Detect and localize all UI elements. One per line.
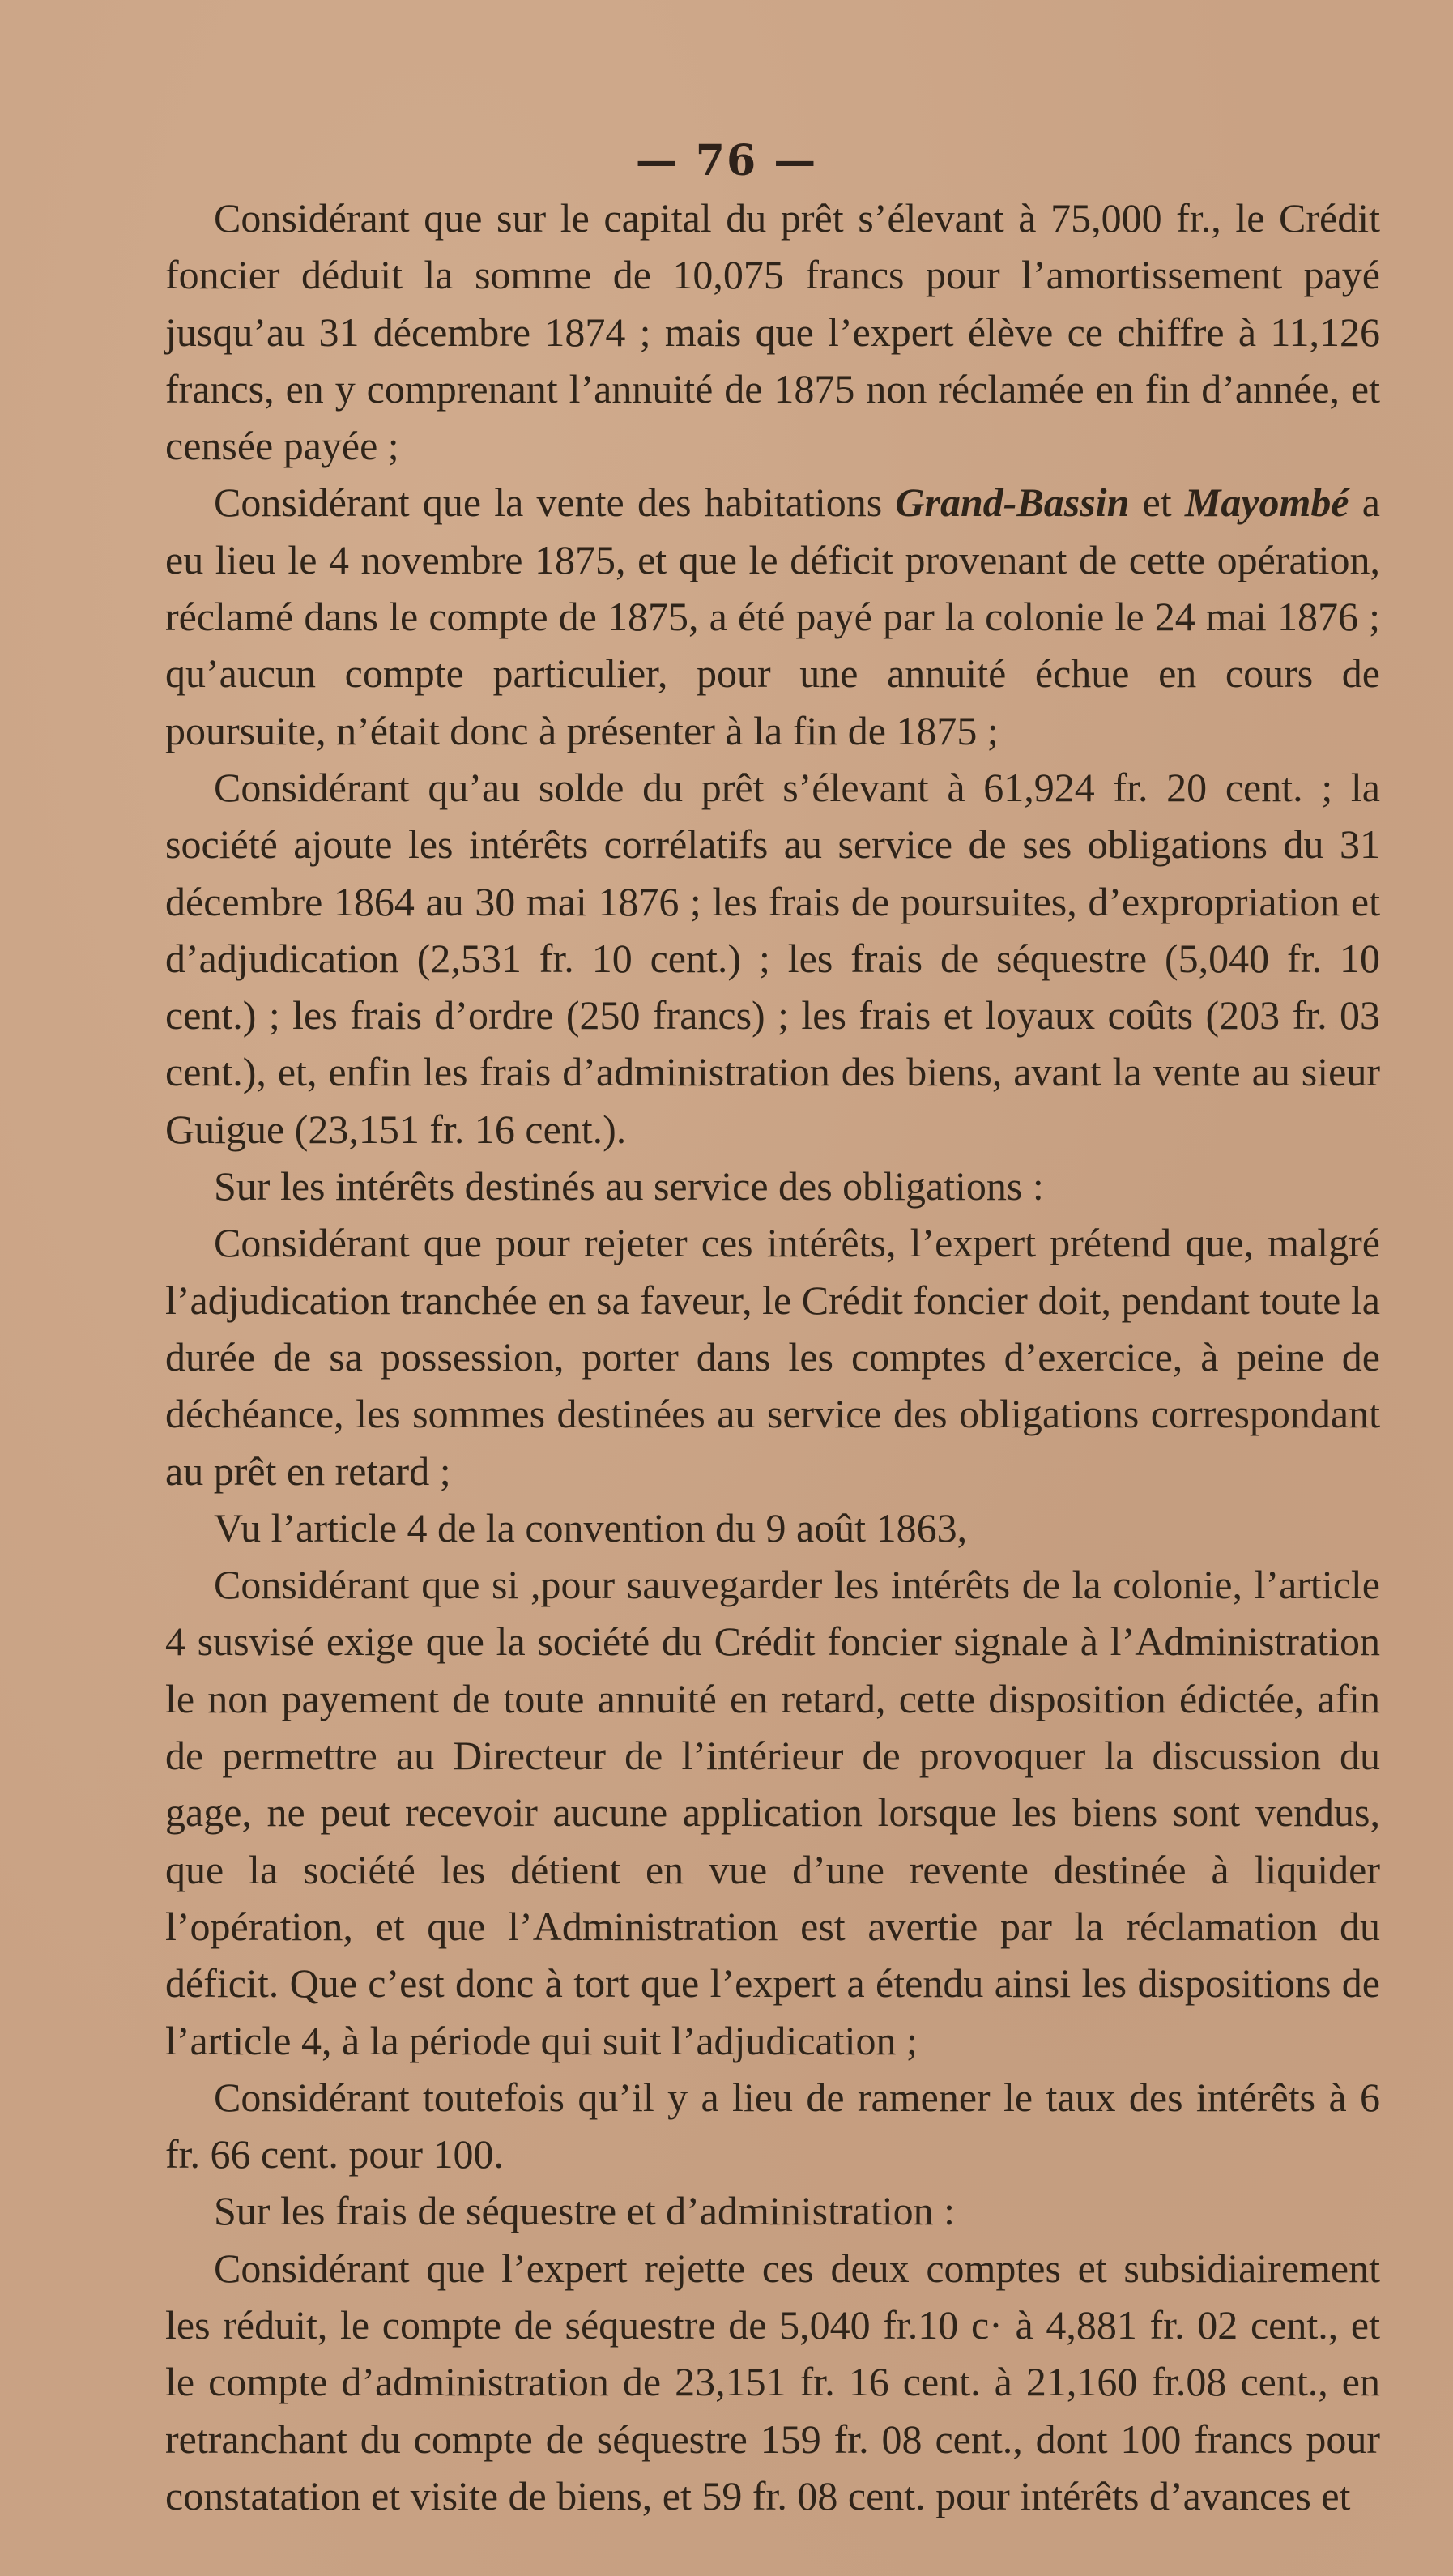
page-number: — 76 — <box>635 136 818 186</box>
paragraph: Vu l’article 4 de la convention du 9 août 1863, <box>214 1504 968 1550</box>
property-name: Grand-Bassin <box>895 480 1130 526</box>
section-heading: Sur les intérêts destinés au service des obligations : <box>214 1163 1044 1209</box>
paragraph: Considérant que si ,pour sauvegarder les intérêts de la colonie, l’article 4 susvisé exige que la société du Crédit foncier signale à l’Administration le non payement de toute annuité en retard, cette disposition édictée, afin de permettre au Directeur de l’intérieur de provoquer la discussion du gage, ne peut recevoir aucune application lorsque les biens sont vendus, que la société les détient en vue d’une revente destinée à liquider l’opération, et que l’Administration est avertie par la réclamation du déficit. Que c’est donc à tort que l’expert a étendu ainsi les dispositions de l’article 4, à la période qui suit l’adjudication ; <box>165 1562 1380 2063</box>
paragraph: Considérant qu’au solde du prêt s’élevant à 61,924 fr. 20 cent. ; la société ajoute les intérêts corrélatifs au service de ses obligations du 31 décembre 1864 au 30 mai 1876 ; les frais de poursuites, d’expropriation et d’adjudication (2,531 fr. 10 cent.) ; les frais de séquestre (5,040 fr. 10 cent.) ; les frais d’ordre (250 francs) ; les frais et loyaux coûts (203 fr. 03 cent.), et, enfin les frais d’administration des biens, avant la vente au sieur Guigue (23,151 fr. 16 cent.). <box>165 764 1380 1152</box>
paragraph: Considérant que l’expert rejette ces deux comptes et subsidiairement les réduit, le compte de séquestre de 5,040 fr.10 c· à 4,881 fr. 02 cent., et le compte d’administration de 23,151 fr. 16 cent. à 21,160 fr.08 cent., en retranchant du compte de séquestre 159 fr. 08 cent., dont 100 francs pour constatation et visite de biens, et 59 fr. 08 cent. pour intérêts d’avances et <box>165 2245 1380 2518</box>
property-name: Mayombé <box>1184 480 1349 526</box>
paragraph <box>165 474 1380 758</box>
paragraph: Considérant que pour rejeter ces intérêts, l’expert prétend que, malgré l’adjudication tranchée en sa faveur, le Crédit foncier doit, pendant toute la durée de sa possession, porter dans les comptes d’exercice, à peine de déchéance, les sommes destinées au service des obligations correspondant au prêt en retard ; <box>165 1220 1380 1494</box>
paragraph: Considérant toutefois qu’il y a lieu de ramener le taux des intérêts à 6 fr. 66 cent. pour 100. <box>165 2074 1380 2177</box>
paragraph-text: a eu lieu le 4 novembre 1875, et que le déficit provenant de cette opération, réclamé dans le compte de 1875, a été payé par la colonie le 24 mai 1876 ; qu’aucun compte particulier, pour une annuité échue en cours de poursuite, n’était donc à présenter à la fin de 1875 ; <box>165 480 1380 753</box>
paragraph-text: et <box>1129 480 1185 526</box>
body-text <box>165 190 1380 2524</box>
paragraph-text: Considérant que la vente des habitations <box>214 480 896 526</box>
paragraph: Considérant que sur le capital du prêt s’élevant à 75,000 fr., le Crédit foncier déduit la somme de 10,075 francs pour l’amortissement payé jusqu’au 31 décembre 1874 ; mais que l’expert élève ce chiffre à 11,126 francs, en y comprenant l’annuité de 1875 non réclamée en fin d’année, et censée payée ; <box>165 195 1380 469</box>
section-heading: Sur les frais de séquestre et d’administration : <box>214 2188 956 2234</box>
